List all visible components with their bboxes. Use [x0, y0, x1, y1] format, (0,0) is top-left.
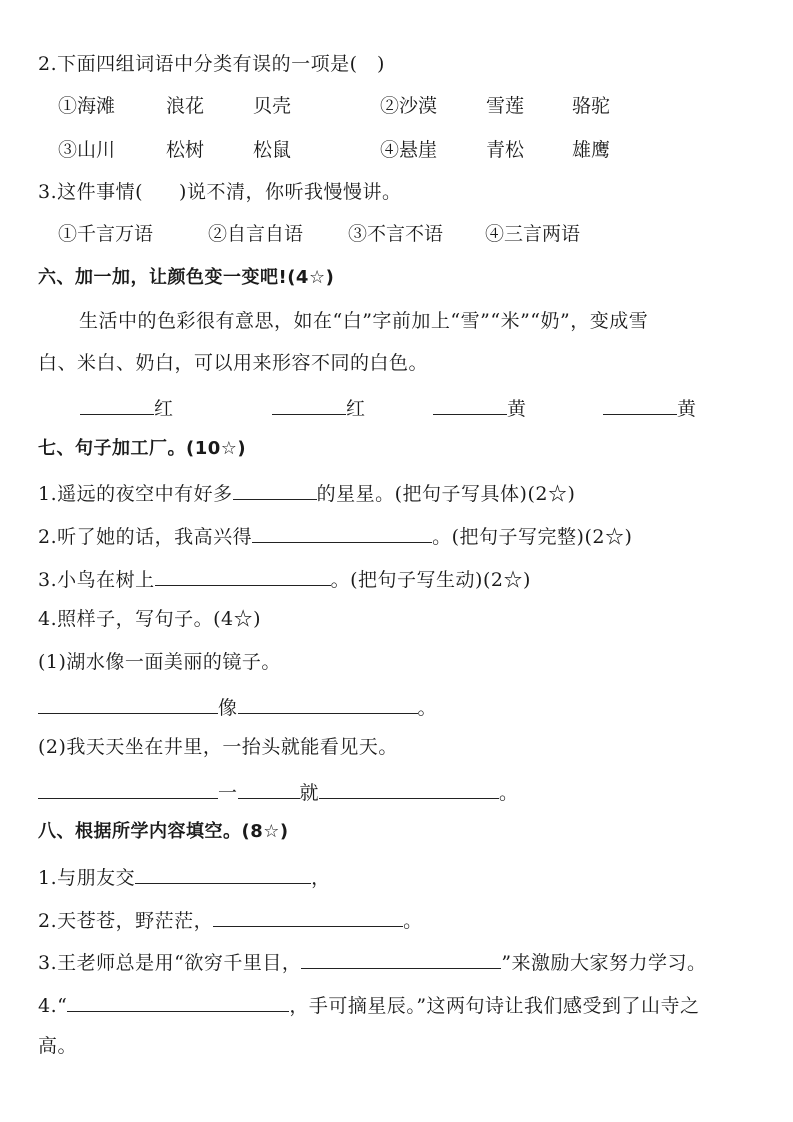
s8-q4-blank[interactable] [67, 991, 289, 1012]
color-blank-2[interactable] [272, 394, 346, 415]
s8-q4-start: 4.“ [38, 995, 68, 1017]
s7-q2-start: 2.听了她的话，我高兴得 [38, 526, 253, 548]
s7-ex2-end: 。 [499, 782, 519, 804]
s7-q1 [38, 479, 575, 506]
color-blank-1[interactable] [80, 394, 154, 415]
s7-q2-end: 。(把句子写完整)(2☆) [432, 526, 633, 548]
s7-ex1-end: 。 [417, 697, 438, 719]
q3-option-3: ③不言不语 [348, 223, 444, 245]
q2-option-1-word-3: 贝壳 [253, 95, 292, 117]
s8-q2-blank[interactable] [213, 906, 403, 927]
color-fill-2-suffix: 红 [346, 398, 366, 420]
q2-option-3-word-2: 松树 [166, 139, 205, 161]
s7-q1-start: 1.遥远的夜空中有好多 [38, 483, 233, 505]
s7-q3-blank[interactable] [155, 565, 331, 586]
q2-option-2-word-2: 雪莲 [486, 95, 525, 117]
s7-ex2-mid-1: 一 [218, 782, 238, 804]
s8-q1-end: ， [311, 867, 331, 889]
s8-q1-start: 1.与朋友交 [38, 867, 136, 889]
s7-ex1-blank-1[interactable] [38, 693, 218, 714]
q2-option-4-word-1: ④悬崖 [380, 139, 438, 161]
q2-option-1-word-2: 浪花 [166, 95, 205, 117]
color-fill-4-suffix: 黄 [677, 398, 697, 420]
s7-ex2-blank-2[interactable] [238, 778, 300, 799]
color-fill-2 [272, 394, 365, 421]
q2-option-4-word-3: 雄鹰 [572, 139, 611, 161]
s8-q1 [38, 863, 331, 890]
section-6-title: 六、加一加，让颜色变一变吧!(4☆) [38, 267, 335, 288]
q2-stem: 2.下面四组词语中分类有误的一项是( ) [38, 53, 385, 75]
s7-q4: 4.照样子，写句子。(4☆) [38, 608, 262, 630]
s7-ex2-mid-2: 就 [299, 782, 320, 804]
s8-q3-blank[interactable] [301, 948, 501, 969]
q2-option-4-word-2: 青松 [486, 139, 525, 161]
section-6-paragraph-line-2: 白、米白、奶白，可以用来形容不同的白色。 [38, 352, 429, 374]
s7-ex2-blank-3[interactable] [319, 778, 499, 799]
q3-option-4: ④三言两语 [485, 223, 581, 245]
s8-q2-end: 。 [403, 910, 423, 932]
q3-stem-end: )说不清，你听我慢慢讲。 [179, 181, 402, 203]
q2-option-2-word-1: ②沙漠 [380, 95, 438, 117]
s7-q1-blank[interactable] [233, 479, 317, 500]
color-fill-1 [80, 394, 173, 421]
q2-option-1-word-1: ①海滩 [58, 95, 116, 117]
s8-q4-continuation: 高。 [38, 1035, 78, 1057]
s7-ex2-blank-1[interactable] [38, 778, 218, 799]
s7-q1-end: 的星星。(把句子写具体)(2☆) [316, 483, 576, 505]
s7-q2-blank[interactable] [252, 522, 432, 543]
s8-q3-start: 3.王老师总是用“欲穷千里目， [38, 952, 302, 974]
q3-option-2: ②自言自语 [208, 223, 304, 245]
color-fill-3-suffix: 黄 [507, 398, 527, 420]
s7-example-1: (1)湖水像一面美丽的镜子。 [38, 651, 281, 673]
q2-option-3-word-1: ③山川 [58, 139, 116, 161]
section-6-paragraph-line-1: 生活中的色彩很有意思，如在“白”字前加上“雪”“米”“奶”，变成雪 [79, 310, 649, 332]
color-fill-4 [603, 394, 696, 421]
color-fill-3 [433, 394, 526, 421]
color-blank-4[interactable] [603, 394, 677, 415]
q3-option-1: ①千言万语 [58, 223, 154, 245]
s7-q3-start: 3.小鸟在树上 [38, 569, 155, 591]
s8-q2 [38, 906, 423, 933]
s7-example-2-answer [38, 778, 519, 805]
color-blank-3[interactable] [433, 394, 507, 415]
s7-q3 [38, 565, 531, 592]
s7-ex1-mid: 像 [218, 697, 238, 719]
s8-q1-blank[interactable] [135, 863, 311, 884]
color-fill-1-suffix: 红 [154, 398, 174, 420]
s8-q3-end: ”来激励大家努力学习。 [501, 952, 707, 974]
s8-q4-end: ，手可摘星辰。”这两句诗让我们感受到了山寺之 [289, 995, 700, 1017]
s8-q4 [38, 991, 700, 1018]
s7-q3-end: 。(把句子写生动)(2☆) [330, 569, 531, 591]
s8-q2-start: 2.天苍苍，野茫茫， [38, 910, 214, 932]
s8-q3 [38, 948, 707, 975]
s7-q2 [38, 522, 632, 549]
s7-example-1-answer [38, 693, 437, 720]
s7-example-2: (2)我天天坐在井里，一抬头就能看见天。 [38, 736, 398, 758]
section-7-title: 七、句子加工厂。(10☆) [38, 438, 247, 459]
section-8-title: 八、根据所学内容填空。(8☆) [38, 821, 289, 842]
q2-option-3-word-3: 松鼠 [253, 139, 292, 161]
q3-stem [38, 180, 401, 204]
q2-option-2-word-3: 骆驼 [572, 95, 611, 117]
q3-stem-start: 3.这件事情( [38, 181, 144, 203]
s7-ex1-blank-2[interactable] [238, 693, 418, 714]
